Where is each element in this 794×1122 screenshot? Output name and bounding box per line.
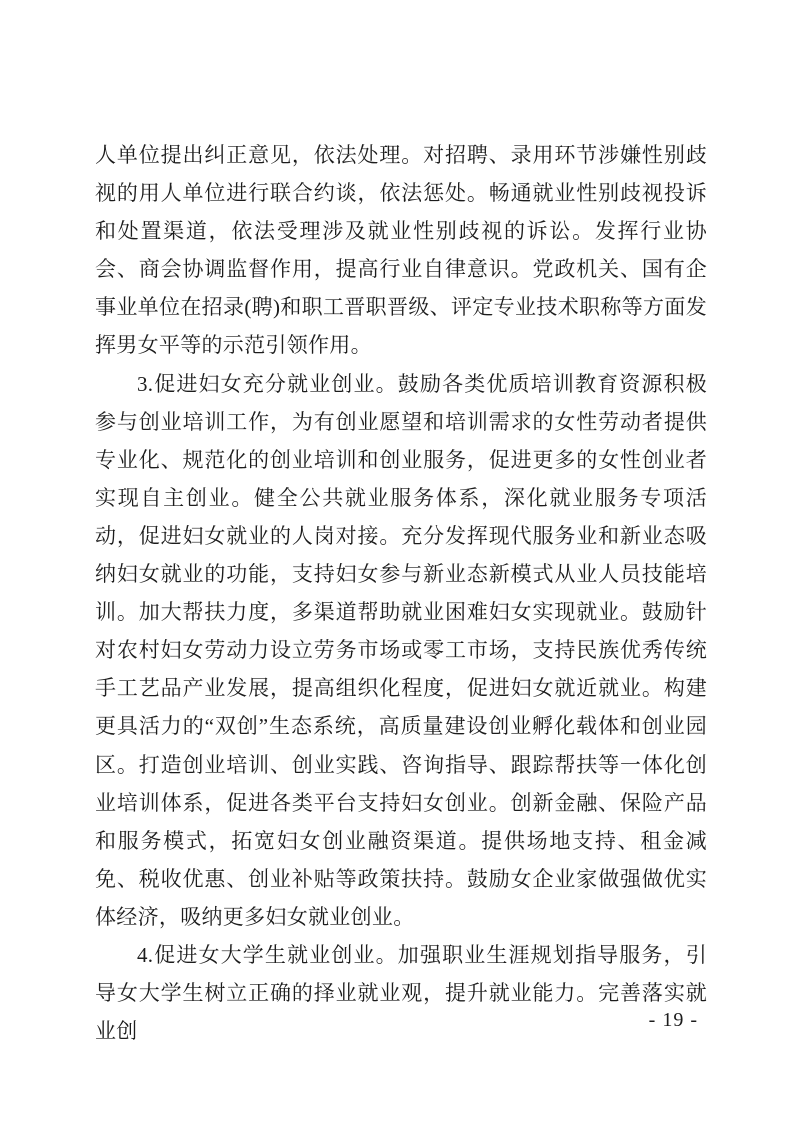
page-number: - 19 - bbox=[648, 1009, 698, 1031]
paragraph-item-3: 3.促进妇女充分就业创业。鼓励各类优质培训教育资源积极参与创业培训工作，为有创业愿望和培训需求的女性劳动者提供专业化、规范化的创业培训和创业服务，促进更多的女性创业者实现自主创业。健全公共就业服务体系，深化就业服务专项活动，促进妇女就业的人岗对接。充分发挥现代服务业和新业态吸纳妇女就业的功能，支持妇女参与新业态新模式从业人员技能培训。加大帮扶力度，多渠道帮助就业困难妇女实现就业。鼓励针对农村妇女劳动力设立劳务市场或零工市场，支持民族优秀传统手工艺品产业发展，提高组织化程度，促进妇女就近就业。构建更具活力的“双创”生态系统，高质量建设创业孵化载体和创业园区。打造创业培训、创业实践、咨询指导、跟踪帮扶等一体化创业培训体系，促进各类平台支持妇女创业。创新金融、保险产品和服务模式，拓宽妇女创业融资渠道。提供场地支持、租金减免、税收优惠、创业补贴等政策扶持。鼓励女企业家做强做优实体经济，吸纳更多妇女就业创业。 bbox=[95, 371, 707, 929]
paragraph-continuation: 人单位提出纠正意见，依法处理。对招聘、录用环节涉嫌性别歧视的用人单位进行联合约谈，依法惩处。畅通就业性别歧视投诉和处置渠道，依法受理涉及就业性别歧视的诉讼。发挥行业协会、商会协调监督作用，提高行业自律意识。党政机关、国有企事业单位在招录(聘)和职工晋职晋级、评定专业技术职称等方面发挥男女平等的示范引领作用。 bbox=[95, 143, 707, 358]
paragraph-item-4: 4.促进女大学生就业创业。加强职业生涯规划指导服务，引导女大学生树立正确的择业就业观，提升就业能力。完善落实就业创 bbox=[95, 942, 707, 1044]
document-body bbox=[95, 136, 707, 1050]
